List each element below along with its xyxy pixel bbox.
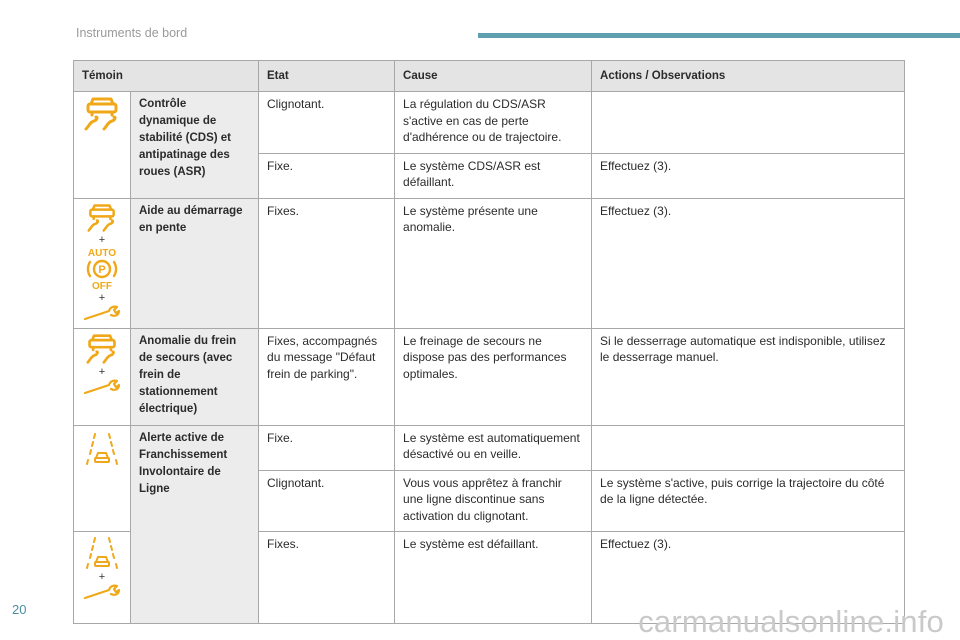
cause-cell: Vous vous apprêtez à franchir une ligne discontinue sans activation du clignotant. xyxy=(395,470,592,532)
table-row xyxy=(74,328,905,425)
cause-cell: Le système est automatiquement désactivé ou en veille. xyxy=(395,425,592,470)
indicator-name: Anomalie du frein de secours (avec frein de stationnement électrique) xyxy=(131,328,259,425)
action-cell: Si le desserrage automatique est indisponible, utilisez le desserrage manuel. xyxy=(592,328,905,425)
etat-cell: Fixes, accompagnés du message "Défaut frein de parking". xyxy=(259,328,395,425)
column-header-temoin: Témoin xyxy=(74,61,259,92)
wrench-icon xyxy=(83,584,121,600)
indicator-name: Aide au démarrage en pente xyxy=(131,198,259,328)
action-cell: Le système s'active, puis corrige la trajectoire du côté de la ligne détectée. xyxy=(592,470,905,532)
etat-cell: Clignotant. xyxy=(259,92,395,154)
lane-departure-icon xyxy=(85,536,119,570)
table-row xyxy=(74,425,905,470)
table-row xyxy=(74,92,905,154)
auto-label: AUTO xyxy=(87,247,117,259)
column-header-etat: Etat xyxy=(259,61,395,92)
icon-cell xyxy=(74,328,131,425)
skid-car-icon xyxy=(85,203,119,233)
off-label: OFF xyxy=(92,280,112,291)
auto-park-off-icon xyxy=(82,247,122,291)
etat-cell: Fixe. xyxy=(259,153,395,198)
page-number: 20 xyxy=(12,602,27,617)
cause-cell: La régulation du CDS/ASR s'active en cas de perte d'adhérence ou de trajectoire. xyxy=(395,92,592,154)
icon-cell xyxy=(74,198,131,328)
plus-sign: + xyxy=(98,365,106,378)
plus-sign: + xyxy=(98,233,106,246)
cause-cell: Le système présente une anomalie. xyxy=(395,198,592,328)
skid-car-icon xyxy=(82,96,122,132)
etat-cell: Fixes. xyxy=(259,532,395,624)
warning-lights-table xyxy=(73,60,905,624)
cause-cell: Le système CDS/ASR est défaillant. xyxy=(395,153,592,198)
cause-cell: Le système est défaillant. xyxy=(395,532,592,624)
column-header-cause: Cause xyxy=(395,61,592,92)
action-cell xyxy=(592,425,905,470)
plus-sign: + xyxy=(98,571,106,583)
svg-text:P: P xyxy=(98,263,106,276)
skid-car-icon xyxy=(84,333,120,365)
section-title: Instruments de bord xyxy=(76,26,188,40)
action-cell xyxy=(592,92,905,154)
table-row xyxy=(74,198,905,328)
etat-cell: Fixes. xyxy=(259,198,395,328)
cause-cell: Le freinage de secours ne dispose pas des performances optimales. xyxy=(395,328,592,425)
plus-sign: + xyxy=(98,291,106,304)
table-header-row xyxy=(74,61,905,92)
action-cell: Effectuez (3). xyxy=(592,198,905,328)
section-accent-bar xyxy=(478,33,960,38)
etat-cell: Fixe. xyxy=(259,425,395,470)
wrench-icon xyxy=(83,379,121,395)
action-cell: Effectuez (3). xyxy=(592,532,905,624)
indicator-name: Alerte active de Franchissement Involontaire de Ligne xyxy=(131,425,259,624)
icon-cell xyxy=(74,425,131,532)
column-header-actions: Actions / Observations xyxy=(592,61,905,92)
action-cell: Effectuez (3). xyxy=(592,153,905,198)
etat-cell: Clignotant. xyxy=(259,470,395,532)
icon-cell xyxy=(74,92,131,199)
watermark-text: carmanualsonline.info xyxy=(638,604,944,639)
icon-cell xyxy=(74,532,131,624)
lane-departure-icon xyxy=(85,432,119,466)
indicator-name: Contrôle dynamique de stabilité (CDS) et antipatinage des roues (ASR) xyxy=(131,92,259,199)
wrench-icon xyxy=(83,305,121,321)
